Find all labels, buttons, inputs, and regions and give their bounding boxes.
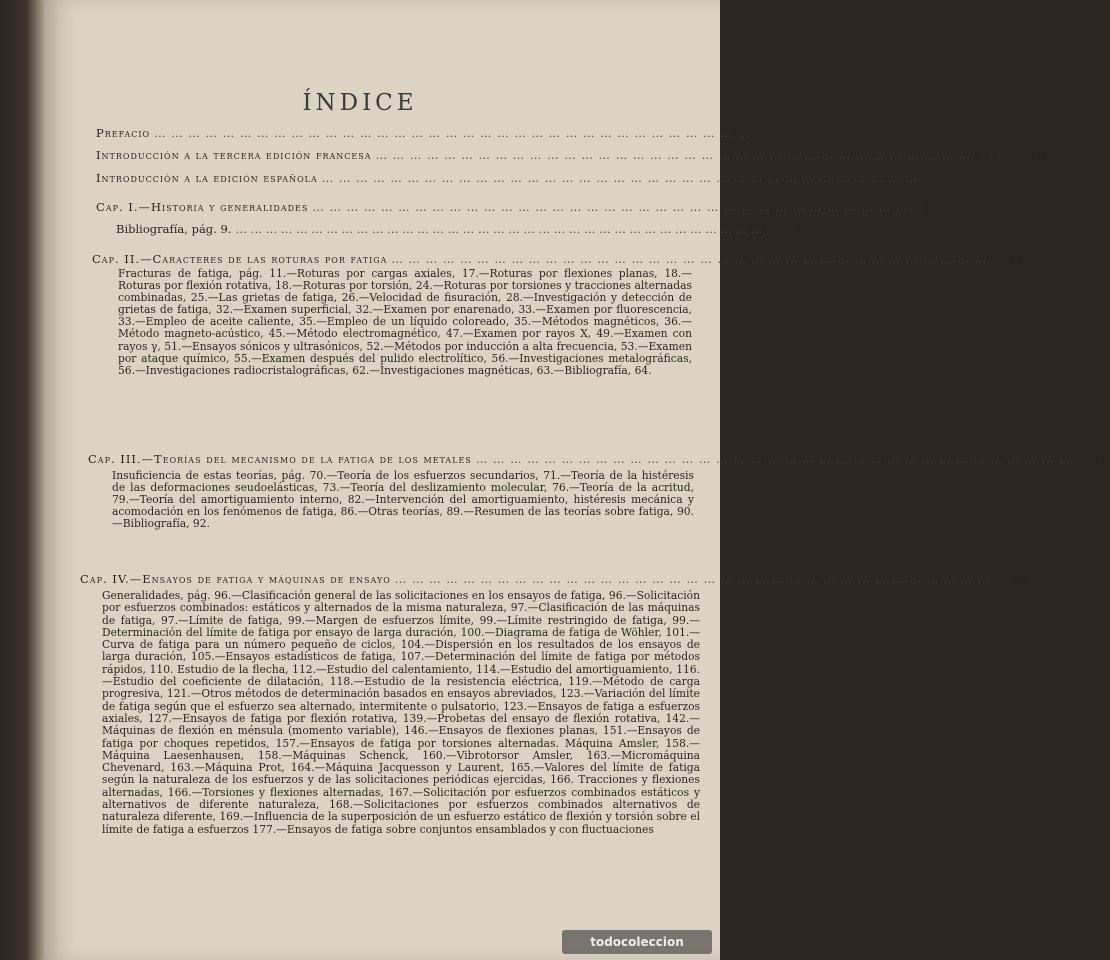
- leader-dots: … … … … … … … … … … … … … … … … … … … … … … … … … … … … … … … … … … …: [312, 200, 909, 214]
- toc-page: vii: [1029, 148, 1047, 162]
- leader-dots: … … … … … … … … … … … … … … … … … … … … … … … … … … … … … … … … … … …: [321, 171, 918, 185]
- book-gutter: [0, 0, 44, 960]
- leader-dots: … … … … … … … … … … … … … … … … … … … … … … … … … … … … … … … … … … …: [475, 452, 1072, 466]
- leader-dots: … … … … … … … … … … … … … … … … … … … … … … … … … … … … … … … … … … …: [154, 126, 750, 140]
- chapter-page: 70: [1093, 452, 1110, 466]
- chapter-label: Cap. III.—Teorías del mecanismo de la fatiga de los metales: [88, 452, 472, 466]
- cap4-summary: Generalidades, pág. 96.—Clasificación general de las solicitaciones en los ensayos de fatiga, 96.—Solicitación por esfuerzos combinados: estáticos y alternados de la misma naturaleza, 97.—Clasificación de las máquinas de fatiga, 97.—Límite de fatiga, 99.—Margen de esfuerzos límite, 99.—Límite restringido de fatiga, 99.—Determinación del límite de fatiga por ensayo de larga duración, 100.—Diagrama de fatiga de Wöhler, 101.—Curva de fatiga para un número pequeño de ciclos, 104.—Dispersión en los resultados de los ensayos de larga duración, 105.—Ensayos estadísticos de fatiga, 107.—Determinación del límite de fatiga por métodos rápidos, 110. Estudio de la flecha, 112.—Estudio del calentamiento, 114.—Estudio del amortiguamiento, 116.—Estudio del coeficiente de dilatación, 118.—Estudio de la resistencia eléctrica, 119.—Método de carga progresiva, 121.—Otros métodos de determinación basados en ensayos abreviados, 123.—Variación del límite de fatiga según que el esfuerzo sea alternado, intermitente o pulsatorio, 123.—Ensayos de fatiga a esfuerzos axiales, 127.—Ensayos de fatiga por flexión rotativa, 139.—Probetas del ensayo de flexión rotativa, 142.—Máquinas de flexión en ménsula (momento variable), 146.—Ensayos de flexiones planas, 151.—Ensayos de fatiga por choques repetidos, 157.—Ensayos de fatiga por torsiones alternadas. Máquina Amsler, 158.—Máquina Laesenhausen, 158.—Máquinas Schenck, 160.—Vibrotorsor Amsler, 163.—Micromáquina Chevenard, 163.—Máquina Prot, 164.—Máquina Jacquesson y Laurent, 165.—Valores del límite de fatiga según la naturaleza de los esfuerzos y de las solicitaciones periódicas ejercidas, 166. Tracciones y flexiones alternadas, 166.—Torsiones y flexiones alternadas, 167.—Solicitación por esfuerzos combinados estáticos y alternativos de diferente naturaleza, 168.—Solicitaciones por esfuerzos combinados alternativos de naturaleza diferente, 169.—Influencia de la superposición de un esfuerzo estático de flexión y torsión sobre el límite de fatiga a esfuerzos 177.—Ensayos de fatiga sobre conjuntos ensamblados y con fluctuaciones: [102, 589, 700, 836]
- toc-entry-cap1: [96, 200, 947, 214]
- toc-label: Cap. I.—Historia y generalidades: [96, 200, 309, 214]
- chapter-label: Cap. II.—Caracteres de las roturas por fatiga: [92, 252, 388, 266]
- toc-label: Introducción a la tercera edición francesa: [96, 148, 372, 162]
- pag-prefix: Pág.: [975, 148, 1005, 162]
- cap1-sub-text: Bibliografía, pág. 9.: [116, 222, 232, 236]
- leader-dots: … … … … … … … … … … … … … … … … … … … … … … … … … … … … … … … … … … …: [375, 148, 972, 162]
- chapter-page: 96: [1011, 572, 1029, 586]
- cap3-summary: Insuficiencia de estas teorías, pág. 70.—Teoría de los esfuerzos secundarios, 71.—Teoría de la histéresis de las deformaciones seudoelásticas, 73.—Teoría del deslizamiento molecular, 76.—Teoría de la acritud, 79.—Teoría del amortiguamiento interno, 82.—Intervención del amortiguamiento, histéresis mecánica y acomodación en los fenómenos de fatiga, 86.—Otras teorías, 89.—Resumen de las teorías sobre fatiga, 90.—Bibliografía, 92.: [112, 469, 694, 531]
- toc-label: Prefacio: [96, 126, 151, 140]
- toc-entry-intro-espanola: [96, 171, 956, 185]
- toc-entry-prefacio: [96, 126, 750, 140]
- watermark-logo: todocoleccion: [562, 930, 712, 954]
- chapter-page: 11: [1008, 252, 1026, 266]
- toc-page: xi: [943, 171, 956, 185]
- page-title: ÍNDICE: [302, 90, 418, 116]
- leader-dots: … … … … … … … … … … … … … … … … … … … … … … … … … … … … … … … … … … …: [391, 252, 988, 266]
- toc-entry-cap4: [80, 572, 1029, 586]
- toc-entry-cap2: [92, 252, 1026, 266]
- toc-entry-intro-francesa: [96, 148, 1047, 162]
- toc-page: 3: [792, 222, 801, 236]
- leader-dots: … … … … … … … … … … … … … … … … … … … … … … … … … … … … … … … … … … …: [394, 572, 991, 586]
- toc-label: Introducción a la edición española: [96, 171, 318, 185]
- cap2-summary: Fracturas de fatiga, pág. 11.—Roturas por cargas axiales, 17.—Roturas por flexiones planas, 18.—Roturas por flexión rotativa, 18.—Roturas por torsión, 24.—Roturas por torsiones y tracciones alternadas combinadas, 25.—Las grietas de fatiga, 26.—Velocidad de fisuración, 28.—Investigación y detección de grietas de fatiga, 32.—Examen superficial, 32.—Examen por enarenado, 33.—Examen por fluorescencia, 33.—Empleo de aceite caliente, 35.—Empleo de un líquido coloreado, 35.—Métodos magnéticos, 36.—Método magneto-acústico, 45.—Método electromagnético, 47.—Examen por rayos X, 49.—Examen con rayos γ, 51.—Ensayos sónicos y ultrasónicos, 52.—Métodos por inducción a alta frecuencia, 53.—Examen por ataque químico, 55.—Examen después del pulido electrolítico, 56.—Investigaciones metalográficas, 56.—Investigaciones radiocristalográficas, 62.—Investigaciones magnéticas, 63.—Bibliografía, 64.: [118, 267, 692, 377]
- toc-entry-cap3: [88, 452, 1110, 466]
- toc-page: xiii: [924, 200, 947, 214]
- cap1-subentry: [116, 222, 801, 236]
- leader-dots: … … … … … … … … … … … … … … … … … … … … … … … … … … … … … … … … … … …: [235, 222, 763, 236]
- chapter-label: Cap. IV.—Ensayos de fatiga y máquinas de ensayo: [80, 572, 391, 586]
